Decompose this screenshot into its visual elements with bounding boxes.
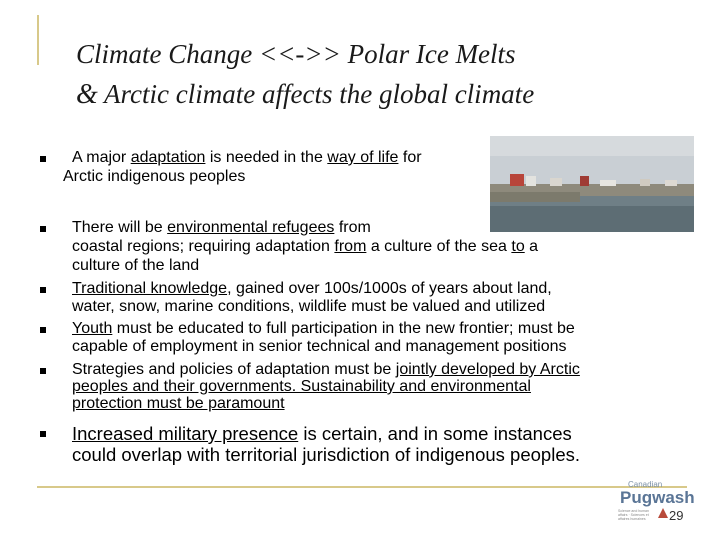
bullet-3-text: Traditional knowledge, gained over 100s/1000s of years about land, water, snow, marine conditions, wildlife must be valued and utilized: [72, 280, 552, 315]
title-frame-line: [37, 15, 39, 65]
pugwash-logo: [612, 478, 695, 528]
logo-pugwash: Pugwash: [620, 488, 695, 507]
footer-rule: [37, 486, 687, 488]
bullet-5-text: Strategies and policies of adaptation must be jointly developed by Arctic peoples and their governments. Sustainability and environmental protection must be paramount: [72, 361, 580, 412]
leaf-icon: [656, 506, 670, 520]
logo-canadian: Canadian: [628, 480, 663, 489]
bullet-4-text: Youth must be educated to full participation in the new frontier; must be capable of employment in senior technical and management positions: [72, 320, 575, 355]
bullet-marker: [40, 226, 46, 232]
logo-tagline: Science and human affairs · Sciences et affaires humaines: [618, 509, 649, 521]
bullet-marker: [40, 431, 46, 437]
bullet-marker: [40, 327, 46, 333]
bullet-2-text: There will be environmental refugees from coastal regions; requiring adaptation from a culture of the sea to a culture of the land: [72, 219, 539, 274]
title-ampersand: &: [76, 79, 98, 110]
title-line-2-text: Arctic climate affects the global climate: [97, 79, 535, 109]
slide-title: [76, 34, 534, 115]
page-number: 29: [669, 508, 684, 523]
title-line-1: Climate Change <<->> Polar Ice Melts: [76, 39, 516, 69]
bullet-marker: [40, 368, 46, 374]
bullet-marker: [40, 287, 46, 293]
bullet-6-text: Increased military presence is certain, and in some instances could overlap with territorial jurisdiction of indigenous peoples.: [72, 423, 581, 465]
bullet-marker: [40, 156, 46, 162]
title-line-2: [76, 74, 534, 115]
bullet-1-text: A major adaptation is needed in the way of life for Arctic indigenous peoples: [63, 149, 422, 185]
